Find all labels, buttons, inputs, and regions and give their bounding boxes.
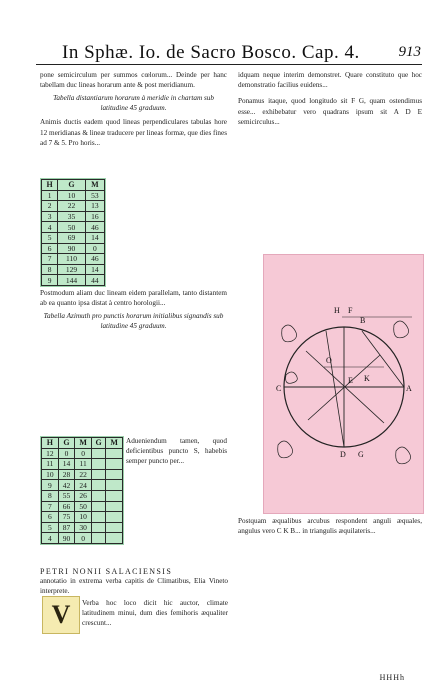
table-2-cell: 10 bbox=[42, 469, 59, 480]
table-1-cell: 13 bbox=[85, 201, 104, 212]
hour-distance-table bbox=[40, 178, 106, 287]
table-1-header-m: M bbox=[85, 180, 104, 191]
table-1-cell: 4 bbox=[42, 222, 58, 233]
table-2-header-m2: M bbox=[106, 438, 123, 449]
table-2-cell bbox=[106, 469, 123, 480]
section-heading bbox=[40, 567, 228, 596]
table-2-row bbox=[42, 501, 123, 512]
table-1-cell: 9 bbox=[42, 275, 58, 286]
label-g: G bbox=[358, 450, 364, 459]
table-1-cell: 14 bbox=[85, 232, 104, 243]
table-2-cell bbox=[92, 512, 106, 523]
table-1-cell: 7 bbox=[42, 254, 58, 265]
table-2-row bbox=[42, 448, 123, 459]
table-2-cell bbox=[92, 522, 106, 533]
table-2-cell: 0 bbox=[58, 448, 75, 459]
table-2-cell bbox=[106, 512, 123, 523]
table-2-header-g: G bbox=[58, 438, 75, 449]
table-1-cell: 53 bbox=[85, 190, 104, 201]
table-1-row bbox=[42, 232, 105, 243]
table-2-row bbox=[42, 469, 123, 480]
table-2-cell: 8 bbox=[42, 490, 59, 501]
table-2-cell: 42 bbox=[58, 480, 75, 491]
label-o: O bbox=[326, 356, 332, 365]
table-1-row bbox=[42, 275, 105, 286]
running-head: In Sphæ. Io. de Sacro Bosco. Cap. 4. bbox=[62, 42, 360, 63]
table-1-cell: 35 bbox=[58, 211, 86, 222]
table-1-cell: 8 bbox=[42, 264, 58, 275]
diagram-chord-1 bbox=[326, 331, 344, 447]
table-2-cell bbox=[92, 533, 106, 544]
cloud-ornament-3 bbox=[278, 441, 293, 458]
azimuth-table bbox=[40, 436, 124, 545]
table-1-cell: 5 bbox=[42, 232, 58, 243]
table-2-cell: 30 bbox=[75, 522, 92, 533]
table-2-cell bbox=[92, 490, 106, 501]
table-1-row bbox=[42, 222, 105, 233]
table-2-row bbox=[42, 533, 123, 544]
table-2-cell bbox=[92, 501, 106, 512]
table-1-row bbox=[42, 264, 105, 275]
table-2-cell bbox=[92, 448, 106, 459]
table-2-row bbox=[42, 512, 123, 523]
table-2-header-h: H bbox=[42, 438, 59, 449]
table-2-cell bbox=[106, 501, 123, 512]
table-1-cell: 0 bbox=[85, 243, 104, 254]
table-2-cell: 14 bbox=[58, 459, 75, 470]
table-1-cell: 44 bbox=[85, 275, 104, 286]
table-1-row bbox=[42, 190, 105, 201]
table-2-cell: 4 bbox=[42, 533, 59, 544]
diagram-svg bbox=[264, 255, 423, 513]
table-2-cell bbox=[106, 490, 123, 501]
table-2-cell bbox=[92, 459, 106, 470]
left-column bbox=[40, 70, 227, 148]
table-2-row bbox=[42, 522, 123, 533]
table-1-row bbox=[42, 254, 105, 265]
label-a: A bbox=[406, 384, 412, 393]
table-2-cell: 5 bbox=[42, 522, 59, 533]
table-2-cell bbox=[106, 522, 123, 533]
table-2-cell bbox=[106, 448, 123, 459]
table-2-row bbox=[42, 480, 123, 491]
table-1-cell: 10 bbox=[58, 190, 86, 201]
table-2-cell: 11 bbox=[75, 459, 92, 470]
section-heading-subtitle: annotatio in extrema verba capitis de Climatibus, Elia Vineto interprete. bbox=[40, 576, 228, 595]
table-2-cell: 50 bbox=[75, 501, 92, 512]
cloud-ornament-2 bbox=[394, 321, 409, 338]
left-paragraph-3: Postmodum aliam duc lineam eidem parallelam, tanto distantem ab ea quanto ipsa distat à centro horologii... bbox=[40, 289, 227, 308]
table-1-row bbox=[42, 201, 105, 212]
table-1-header-h: H bbox=[42, 180, 58, 191]
right-paragraph-3: Postquam æqualibus arcubus respondent anguli æquales, angulus vero C K B... in triangulis æquilateris... bbox=[238, 517, 422, 536]
label-b: B bbox=[360, 316, 366, 325]
left-paragraph-4: Adueniendum tamen, quod deficientibus puncto S, habebis semper puncto per... bbox=[126, 437, 227, 466]
table-2-cell bbox=[106, 459, 123, 470]
label-c: C bbox=[276, 384, 282, 393]
left-column-aside bbox=[126, 436, 227, 467]
table-2-cell: 10 bbox=[75, 512, 92, 523]
table-1-cell: 50 bbox=[58, 222, 86, 233]
table-2-cell: 11 bbox=[42, 459, 59, 470]
table-1-cell: 3 bbox=[42, 211, 58, 222]
table-2-cell: 87 bbox=[58, 522, 75, 533]
header-rule bbox=[36, 64, 422, 65]
table-2-cell: 24 bbox=[75, 480, 92, 491]
table-1-cell: 144 bbox=[58, 275, 86, 286]
label-k: K bbox=[364, 374, 370, 383]
table-1-cell: 110 bbox=[58, 254, 86, 265]
table-1-row bbox=[42, 211, 105, 222]
table-2-cell: 7 bbox=[42, 501, 59, 512]
right-column bbox=[238, 70, 422, 127]
table-1-cell: 6 bbox=[42, 243, 58, 254]
left-column-bottom bbox=[82, 598, 228, 629]
table-2-header-g2: G bbox=[92, 438, 106, 449]
table-2-cell: 0 bbox=[75, 533, 92, 544]
table-2-cell: 26 bbox=[75, 490, 92, 501]
table-1-row bbox=[42, 243, 105, 254]
table-2-cell: 90 bbox=[58, 533, 75, 544]
table-2-cell bbox=[106, 480, 123, 491]
cloud-ornament-4 bbox=[396, 447, 411, 464]
table-2-cell: 0 bbox=[75, 448, 92, 459]
table-1-header-g: G bbox=[58, 180, 86, 191]
table-2-cell: 75 bbox=[58, 512, 75, 523]
table-1-cell: 129 bbox=[58, 264, 86, 275]
table-2-cell: 9 bbox=[42, 480, 59, 491]
page-number: 913 bbox=[398, 44, 421, 60]
right-paragraph-2: Ponamus itaque, quod longitudo sit F G, quam ostendimus esse... exhibebatur vero quadrans ipsum sit A D E semicirculus... bbox=[238, 97, 422, 126]
left-paragraph-2: Animis ductis eadem quod lineas perpendiculares tabulas hore 12 meridianas & lineæ traducere per lineas formæ, que dies fines ad 7 & 5. Pro horis... bbox=[40, 118, 228, 147]
table-1-cell: 2 bbox=[42, 201, 58, 212]
decorated-initial-v: V bbox=[42, 596, 80, 634]
label-h: H bbox=[334, 306, 340, 315]
section-heading-title: PETRI NONII SALACIENSIS bbox=[40, 567, 173, 576]
table-2-cell: 12 bbox=[42, 448, 59, 459]
table-2-row bbox=[42, 459, 123, 470]
table-1-cell: 22 bbox=[58, 201, 86, 212]
geometric-diagram bbox=[263, 254, 424, 514]
table-2-cell bbox=[92, 480, 106, 491]
table-1-cell: 46 bbox=[85, 222, 104, 233]
cloud-ornament-1 bbox=[282, 325, 297, 342]
table-2-row bbox=[42, 490, 123, 501]
table-1-caption: Tabella distantiarum horarum à meridie in chartam sub latitudine 45 graduum. bbox=[53, 94, 214, 112]
table-2-cell: 66 bbox=[58, 501, 75, 512]
left-column-mid bbox=[40, 288, 227, 335]
table-2-cell: 22 bbox=[75, 469, 92, 480]
right-column-bottom bbox=[238, 516, 422, 536]
table-1-cell: 1 bbox=[42, 190, 58, 201]
table-1-cell: 69 bbox=[58, 232, 86, 243]
label-d: D bbox=[340, 450, 346, 459]
cloud-ornament-5 bbox=[286, 372, 298, 383]
left-paragraph-1: pone semicirculum per summos cœlorum... Deinde per hanc tabellam duc lineas horarum ante & post meridianum. bbox=[40, 71, 227, 90]
table-1-cell: 14 bbox=[85, 264, 104, 275]
left-paragraph-5: Verba hoc loco dicit hic auctor, climate latitudinem minui, dum dies femihoris æqualiter crescunt... bbox=[82, 599, 228, 628]
label-e: E bbox=[348, 376, 353, 385]
table-2-cell bbox=[92, 469, 106, 480]
table-1-cell: 16 bbox=[85, 211, 104, 222]
right-paragraph-1: idquam neque interim demonstret. Quare constituto que hoc demonstratio facilius euidens... bbox=[238, 71, 422, 90]
table-2-caption: Tabella Azimuth pro punctis horarum initialibus signandis sub latitudine 45 graduum. bbox=[43, 312, 224, 330]
table-1-cell: 46 bbox=[85, 254, 104, 265]
table-2-cell: 55 bbox=[58, 490, 75, 501]
label-f: F bbox=[348, 306, 353, 315]
table-2-cell bbox=[106, 533, 123, 544]
signature-mark: HHHh bbox=[379, 673, 405, 682]
table-2-cell: 6 bbox=[42, 512, 59, 523]
table-1-cell: 90 bbox=[58, 243, 86, 254]
table-2-cell: 28 bbox=[58, 469, 75, 480]
table-2-header-m: M bbox=[75, 438, 92, 449]
